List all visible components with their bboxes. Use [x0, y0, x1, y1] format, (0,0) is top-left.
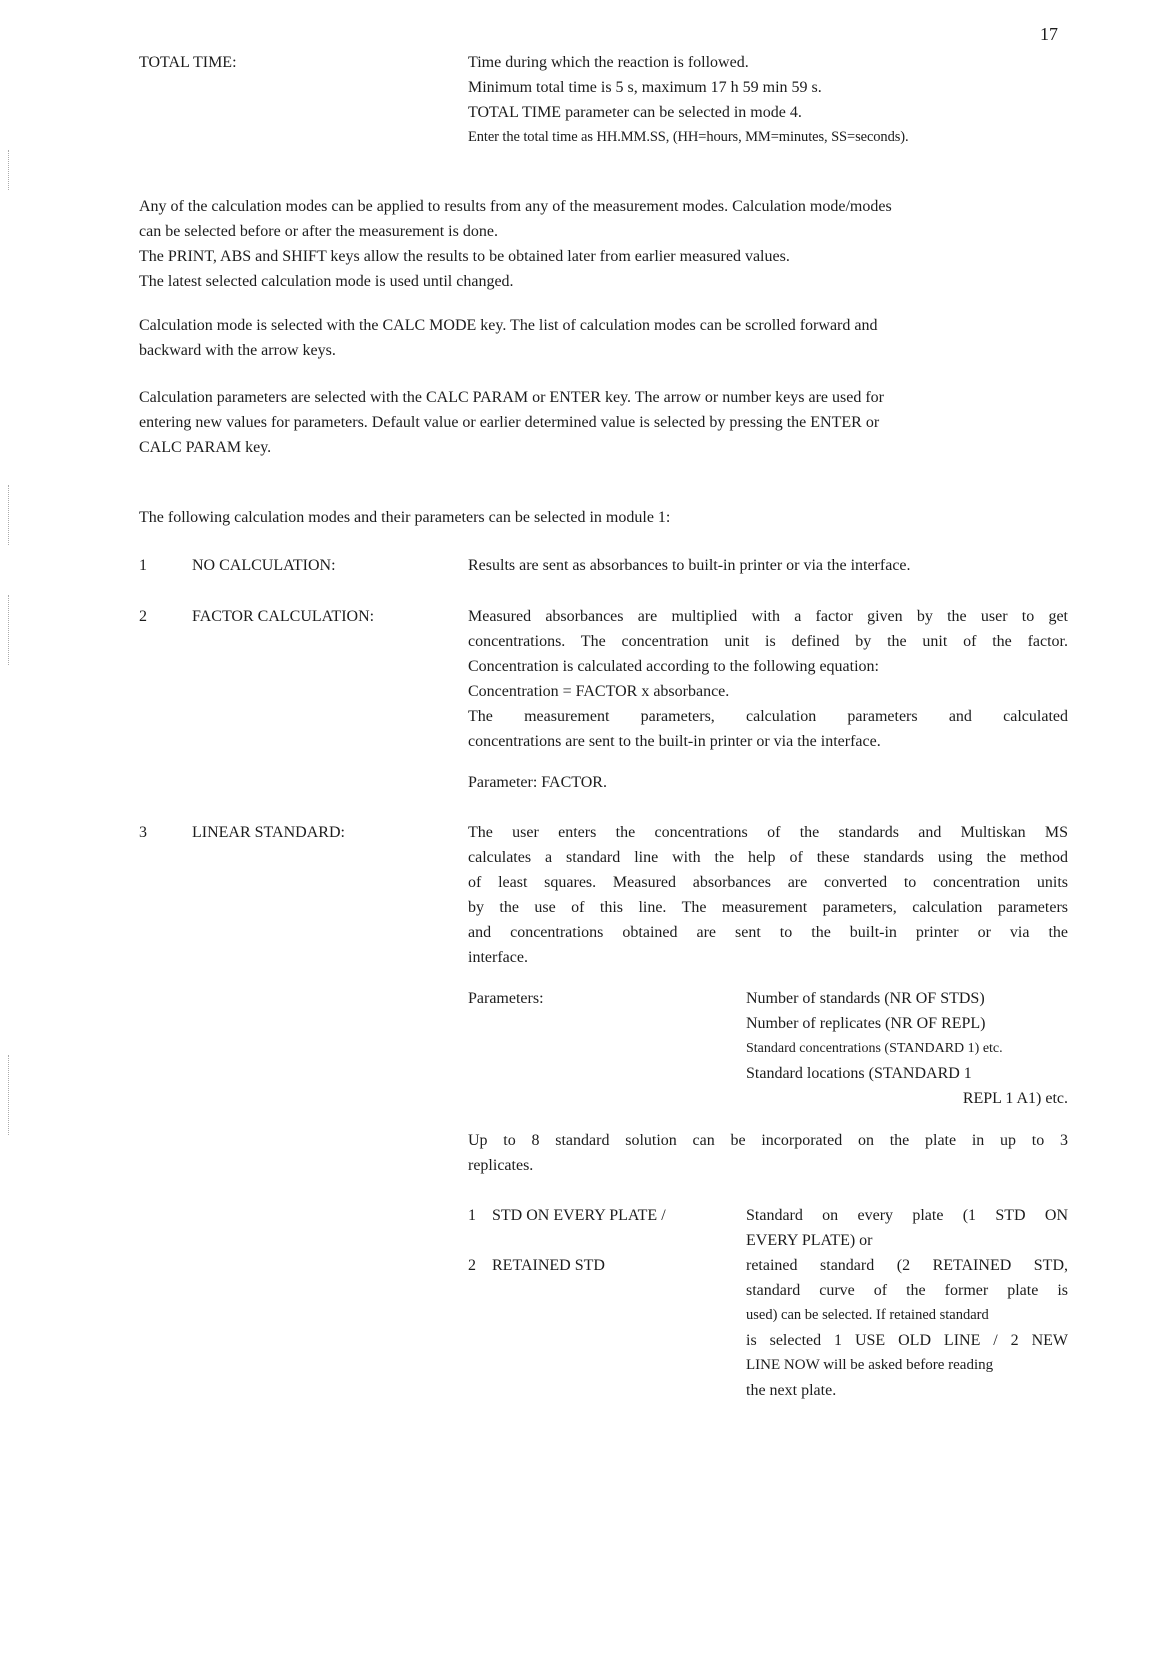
- mode-label: FACTOR CALCULATION:: [192, 608, 375, 625]
- parameter-item: Number of replicates (NR OF REPL): [746, 1015, 986, 1032]
- text-line: Calculation parameters are selected with the CALC PARAM or ENTER key. The arrow or number keys are used for: [139, 389, 884, 406]
- text-line: EVERY PLATE) or: [746, 1232, 873, 1249]
- text-line: used) can be selected. If retained standard: [746, 1307, 989, 1323]
- text-line: Concentration is calculated according to the following equation:: [468, 658, 879, 675]
- text-line: Any of the calculation modes can be applied to results from any of the measurement modes. Calculation mode/modes: [139, 198, 892, 215]
- total-time-line: Enter the total time as HH.MM.SS, (HH=hours, MM=minutes, SS=seconds).: [468, 129, 909, 145]
- parameters-list: [746, 986, 1068, 1111]
- text-line: concentrations are sent to the built-in printer or via the interface.: [468, 733, 881, 750]
- text-line: the next plate.: [746, 1382, 837, 1399]
- mode-description: [468, 553, 1068, 578]
- mode-label: NO CALCULATION:: [192, 557, 336, 574]
- intro-paragraph-4: [139, 505, 1069, 530]
- text-line: LINE NOW will be asked before reading: [746, 1357, 994, 1373]
- option-number: 2: [468, 1257, 476, 1274]
- option-label: STD ON EVERY PLATE /: [492, 1207, 666, 1224]
- text-line: concentrations. The concentration unit is defined by the unit of the factor.: [468, 633, 1068, 650]
- standards-note: [468, 1128, 1068, 1178]
- mode-number: 1: [139, 557, 147, 574]
- parameter-item: Standard concentrations (STANDARD 1) etc.: [746, 1041, 1003, 1056]
- parameter-item: REPL 1 A1) etc.: [962, 1090, 1068, 1107]
- mode-parameter: Parameter: FACTOR.: [468, 774, 607, 791]
- text-line: The following calculation modes and their parameters can be selected in module 1:: [139, 509, 671, 526]
- mode-number: 3: [139, 824, 147, 841]
- text-line: CALC PARAM key.: [139, 439, 272, 456]
- text-line: The measurement parameters, calculation parameters and calculated: [468, 708, 1068, 725]
- text-line: Up to 8 standard solution can be incorporated on the plate in up to 3: [468, 1132, 1068, 1149]
- total-time-description: [468, 50, 1068, 150]
- total-time-label: TOTAL TIME:: [139, 54, 237, 71]
- text-line: Results are sent as absorbances to built-in printer or via the interface.: [468, 557, 911, 574]
- text-line: can be selected before or after the measurement is done.: [139, 223, 498, 240]
- mode-description: [468, 820, 1068, 970]
- text-line: is selected 1 USE OLD LINE / 2 NEW: [746, 1332, 1068, 1349]
- text-line: The user enters the concentrations of the standards and Multiskan MS: [468, 824, 1068, 841]
- option-label: RETAINED STD: [492, 1257, 605, 1274]
- text-line: of least squares. Measured absorbances are converted to concentration units: [468, 874, 1068, 891]
- text-line: calculates a standard line with the help of these standards using the method: [468, 849, 1068, 866]
- text-line: The PRINT, ABS and SHIFT keys allow the results to be obtained later from earlier measured values.: [139, 248, 790, 265]
- total-time-line: Time during which the reaction is followed.: [468, 54, 749, 71]
- text-line: by the use of this line. The measurement parameters, calculation parameters: [468, 899, 1068, 916]
- text-line: retained standard (2 RETAINED STD,: [746, 1257, 1068, 1274]
- option-1: [468, 1203, 666, 1228]
- margin-scan-mark-2: [8, 485, 11, 545]
- parameter-item: Standard locations (STANDARD 1: [746, 1065, 972, 1082]
- text-line: replicates.: [468, 1157, 534, 1174]
- margin-scan-mark-1: [8, 150, 11, 190]
- mode-number: 2: [139, 608, 147, 625]
- text-line: Measured absorbances are multiplied with a factor given by the user to get: [468, 608, 1068, 625]
- mode-label: LINEAR STANDARD:: [192, 824, 345, 841]
- text-line: backward with the arrow keys.: [139, 342, 336, 359]
- intro-paragraph-2: [139, 313, 1069, 363]
- parameters-label: Parameters:: [468, 990, 544, 1007]
- text-line: Calculation mode is selected with the CALC MODE key. The list of calculation modes can be scrolled forward and: [139, 317, 878, 334]
- page-number: 17: [1040, 24, 1058, 44]
- mode-description: [468, 604, 1068, 754]
- parameter-item: Number of standards (NR OF STDS): [746, 990, 985, 1007]
- text-line: and concentrations obtained are sent to the built-in printer or via the: [468, 924, 1068, 941]
- margin-scan-mark-3: [8, 595, 11, 665]
- text-line: The latest selected calculation mode is used until changed.: [139, 273, 514, 290]
- text-line: Standard on every plate (1 STD ON: [746, 1207, 1068, 1224]
- margin-scan-mark-4: [8, 1055, 11, 1135]
- intro-paragraph-3: [139, 385, 1069, 460]
- option-number: 1: [468, 1207, 476, 1224]
- text-line: standard curve of the former plate is: [746, 1282, 1068, 1299]
- text-line: interface.: [468, 949, 528, 966]
- intro-paragraph-1: [139, 194, 1069, 294]
- total-time-line: Minimum total time is 5 s, maximum 17 h 59 min 59 s.: [468, 79, 822, 96]
- text-line: entering new values for parameters. Default value or earlier determined value is selected by pressing the ENTER or: [139, 414, 880, 431]
- options-description: [746, 1203, 1068, 1403]
- text-line: Concentration = FACTOR x absorbance.: [468, 683, 730, 700]
- total-time-line: TOTAL TIME parameter can be selected in mode 4.: [468, 104, 802, 121]
- option-2: [468, 1253, 605, 1278]
